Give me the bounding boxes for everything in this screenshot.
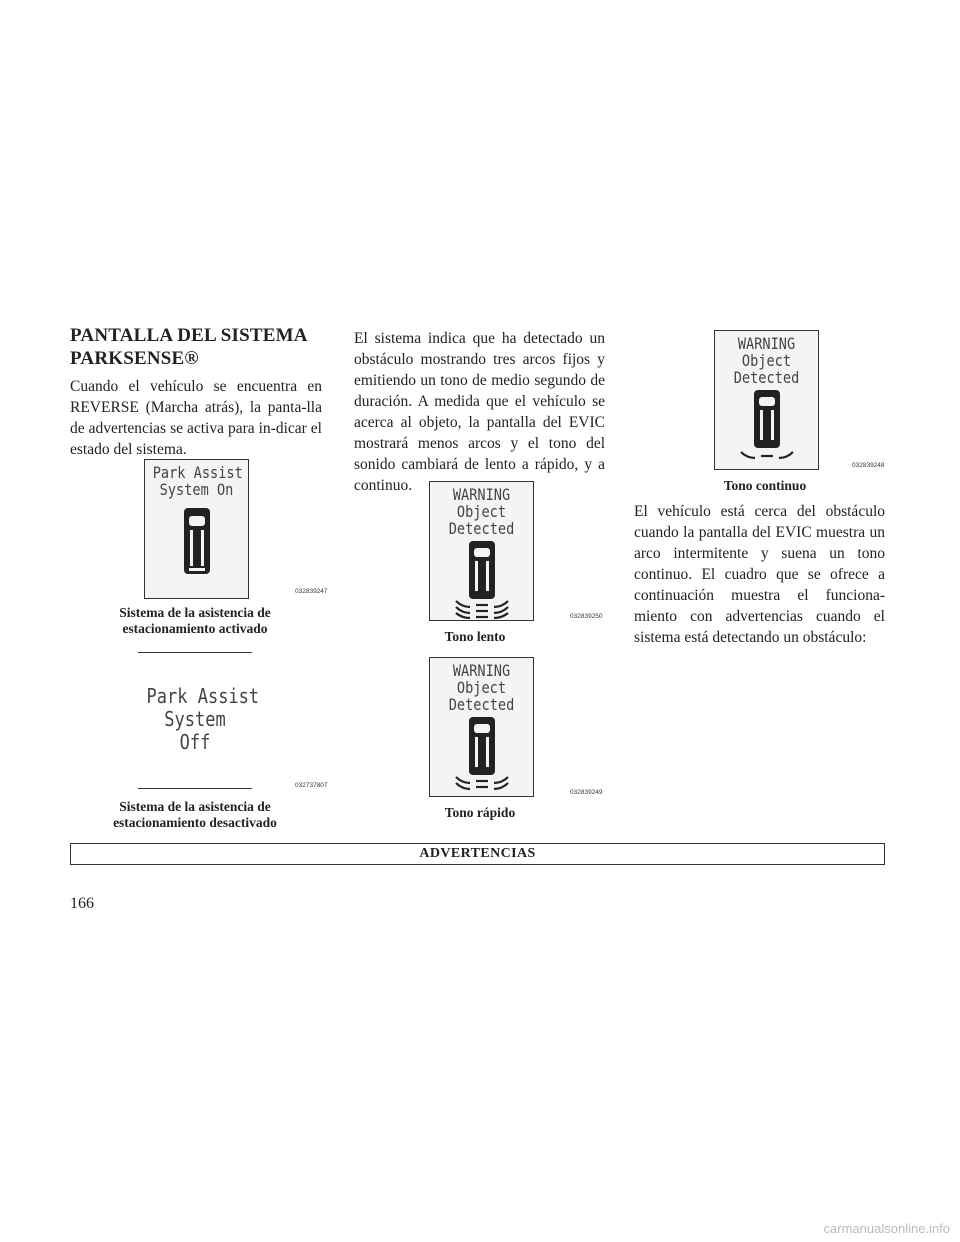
figure-code: 032839250 (570, 613, 603, 620)
divider (138, 652, 252, 653)
lcd-text-system-off: Park Assist System Off (146, 684, 260, 754)
divider (138, 788, 252, 789)
page-number: 166 (70, 895, 94, 912)
figure-code: 032737807 (295, 782, 328, 789)
figure-caption-continuous: Tono continuo (723, 478, 807, 493)
warnings-table-header: ADVERTENCIAS (70, 843, 885, 865)
lcd-text: Park Assist System On (152, 463, 243, 499)
paragraph-intro: Cuando el vehículo se encuentra en REVERSE (Marcha atrás), la panta-lla de advertencias se activa para in-dicar el estado del sistema. (70, 378, 322, 458)
lcd-display-slow-tone (429, 481, 534, 621)
section-heading: PANTALLA DEL SISTEMA PARKSENSE® (70, 325, 307, 369)
vehicle-with-two-arcs-icon (452, 715, 512, 795)
figure-caption-off: Sistema de la asistencia de estacionamiento desactivado (113, 799, 277, 830)
lcd-text: WARNING Object Detected (448, 661, 515, 714)
figure-caption-fast: Tono rápido (444, 805, 516, 820)
figure-caption-slow: Tono lento (444, 629, 506, 644)
vehicle-icon (172, 502, 222, 582)
vehicle-with-one-arc-icon (737, 388, 797, 468)
lcd-display-system-on (144, 459, 249, 599)
lcd-display-fast-tone (429, 657, 534, 797)
figure-code: 032839247 (295, 588, 328, 595)
paragraph-continuous: El vehículo está cerca del obstáculo cuando la pantalla del EVIC muestra un arco intermitente y suena un tono continuo. El cuadro que se ofrece a continuación muestra el funciona-miento con advertencias cuando el sistema está detectando un obstáculo: (634, 503, 885, 646)
figure-code: 032839249 (570, 789, 603, 796)
vehicle-with-three-arcs-icon (452, 539, 512, 619)
figure-caption-on: Sistema de la asistencia de estacionamiento activado (119, 605, 271, 636)
paragraph-detection: El sistema indica que ha detectado un obstáculo mostrando tres arcos fijos y emitiendo un tono de medio segundo de duración. A medida que el vehículo se acerca al objeto, la pantalla del EVIC mostrará menos arcos y el tono del sonido cambiará de lento a rápido, y a continuo. (354, 330, 605, 494)
lcd-text: WARNING Object Detected (448, 485, 515, 538)
figure-code: 032839248 (852, 462, 885, 469)
lcd-display-continuous-tone (714, 330, 819, 470)
watermark: carmanualsonline.info (823, 1221, 950, 1236)
lcd-text: WARNING Object Detected (733, 334, 800, 387)
